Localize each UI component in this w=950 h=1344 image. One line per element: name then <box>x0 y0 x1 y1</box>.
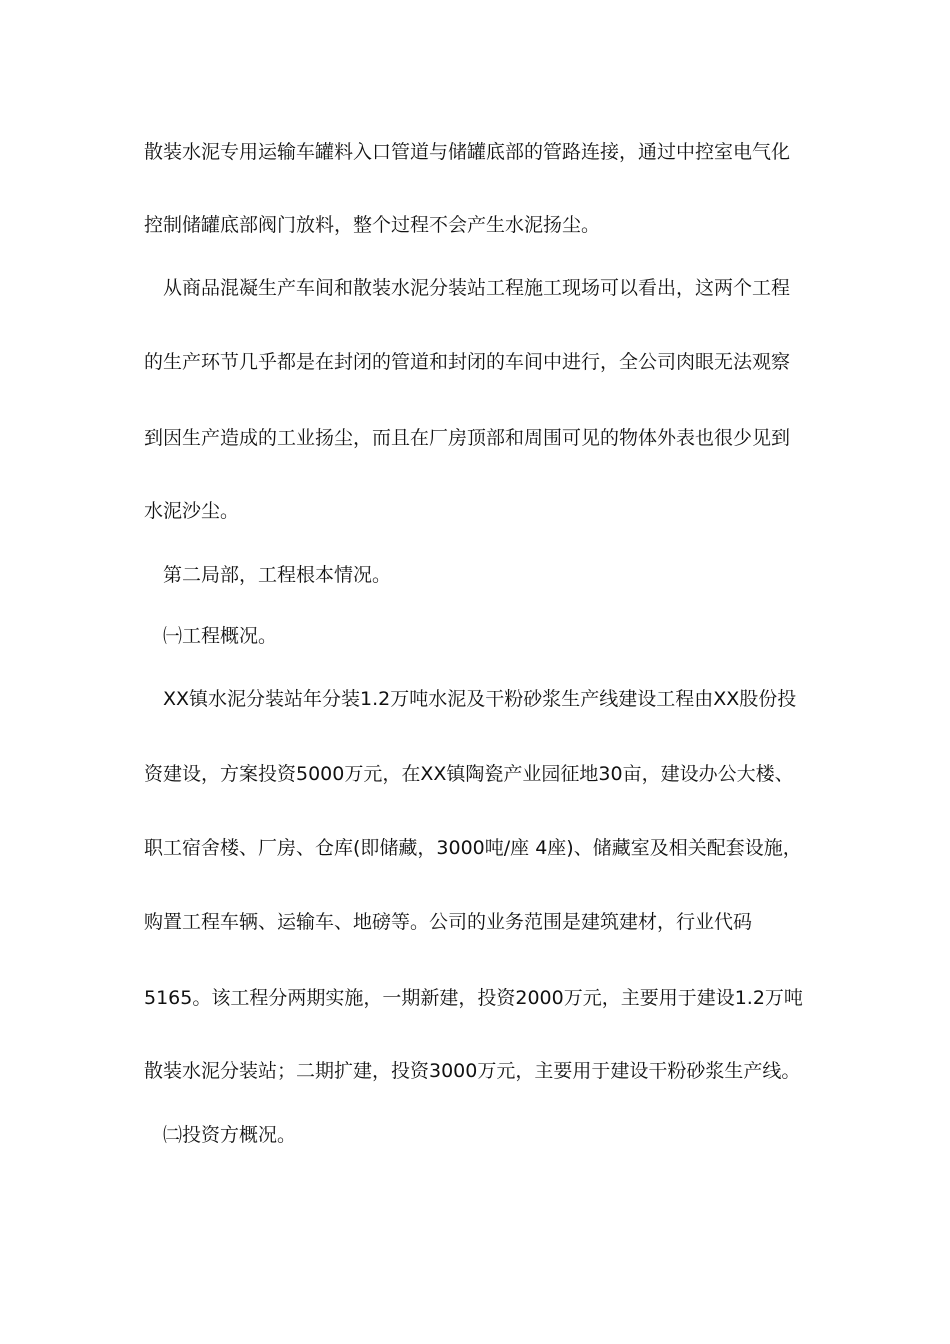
paragraph-line: XX镇水泥分装站年分装1.2万吨水泥及干粉砂浆生产线建设工程由XX股份投 <box>163 688 797 710</box>
subsection-heading: ㈡投资方概况。 <box>163 1124 297 1146</box>
paragraph-line: 散装水泥分装站；二期扩建，投资3000万元，主要用于建设干粉砂浆生产线。 <box>144 1060 801 1082</box>
paragraph-line: 控制储罐底部阀门放料，整个过程不会产生水泥扬尘。 <box>144 214 601 236</box>
paragraph-line: 职工宿舍楼、厂房、仓库(即储藏，3000吨/座 4座)、储藏室及相关配套设施， <box>144 837 802 859</box>
paragraph-line: 5165。该工程分两期实施，一期新建，投资2000万元，主要用于建设1.2万吨 <box>144 987 803 1009</box>
paragraph-line: 购置工程车辆、运输车、地磅等。公司的业务范围是建筑建材，行业代码 <box>144 911 753 933</box>
paragraph-line: 从商品混凝生产车间和散装水泥分装站工程施工现场可以看出，这两个工程 <box>163 277 791 299</box>
paragraph-line: 资建设，方案投资5000万元，在XX镇陶瓷产业园征地30亩，建设办公大楼、 <box>144 763 794 785</box>
subsection-heading: ㈠工程概况。 <box>163 625 278 647</box>
paragraph-line: 的生产环节几乎都是在封闭的管道和封闭的车间中进行，全公司肉眼无法观察 <box>144 351 791 373</box>
paragraph-line: 散装水泥专用运输车罐料入口管道与储罐底部的管路连接，通过中控室电气化 <box>144 141 791 163</box>
paragraph-line: 水泥沙尘。 <box>144 500 240 522</box>
section-heading: 第二局部，工程根本情况。 <box>163 564 392 586</box>
paragraph-line: 到因生产造成的工业扬尘，而且在厂房顶部和周围可见的物体外表也很少见到 <box>144 427 791 449</box>
